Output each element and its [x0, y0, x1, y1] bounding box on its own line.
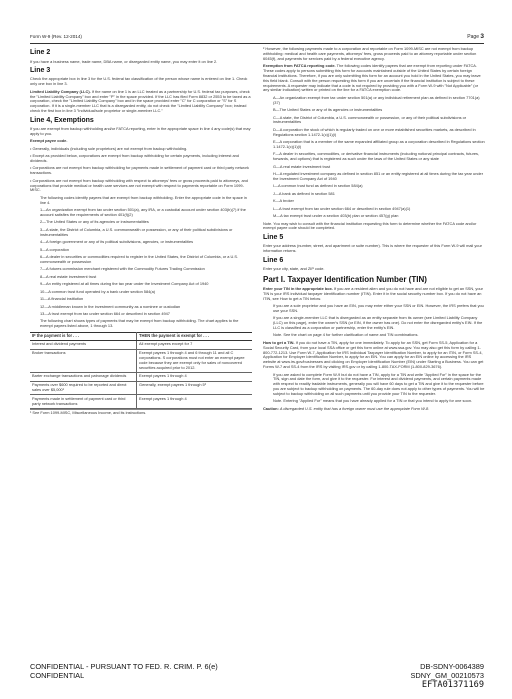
line3-heading: Line 3 [30, 66, 51, 74]
part1-heading: Part I. Taxpayer Identification Number (TIN) [263, 274, 427, 284]
table-row [30, 340, 252, 349]
page-header [30, 34, 484, 42]
exemption-table [30, 332, 252, 409]
form-label: Form W-9 (Rev. 12-2014) [30, 34, 82, 39]
exempt-code: 4—A foreign government or any of its political subdivisions, agencies, or instrumentalities [40, 239, 194, 245]
bates-number-1: DB-SDNY-0064389 [420, 662, 484, 671]
tin-text: If you are a resident alien and you do not have and are not eligible to get an SSN, your TIN is your IRS individual taxpayer identification number (ITIN). Enter it in the social security number box. If you do not have an ITIN, see How to get a TIN below. [263, 285, 483, 301]
exempt-code: 10—A common trust fund operated by a bank under section 584(a) [40, 288, 156, 294]
line3-text: Check the appropriate box in line 3 for the U.S. federal tax classification of the person whose name is entered on line 1. Check only one box in line 3. [30, 76, 248, 87]
line5-heading: Line 5 [263, 233, 284, 241]
howto-lead: How to get a TIN. [263, 339, 295, 345]
fatca-code: L—A trust exempt from tax under section 664 or described in section 4947(a)(1) [273, 205, 411, 211]
exempt-code: 12—A middleman known in the investment community as a nominee or custodian [40, 303, 181, 309]
exemption-cell: All exempt payees except for 7 [137, 340, 252, 349]
exempt-code: 11—A financial institution [40, 296, 84, 302]
bates-number-3: EFTA01371169 [421, 680, 484, 690]
confidential-footer [30, 662, 218, 680]
how-to-get-tin [263, 341, 485, 370]
llc-paragraph [30, 90, 252, 114]
right-column [263, 47, 485, 414]
confidential-line-2: CONFIDENTIAL [30, 671, 85, 680]
fatca-code: C—A state, the District of Columbia, a U.S. commonwealth or possession, or any of their political subdivisions or instrumentalities [273, 114, 467, 125]
fatca-code: D—A corporation the stock of which is regularly traded on one or more established securities markets, as described in Regulations section 1.1472-1(c)(1)(i) [273, 126, 476, 137]
exemption-cell: Exempt payees 1 through 4 [137, 395, 252, 409]
fatca-code: F—A dealer in securities, commodities, or derivative financial instruments (including notional principal contracts, futures, forwards, and options) that is registered as such under the laws of the United States or any state [273, 151, 480, 162]
exempt-code: 9—An entity registered at all times during the tax year under the Investment Company Act of 1940 [40, 281, 209, 287]
bates-number-2: SDNY_GM_00210573 [410, 671, 484, 680]
payment-type-cell: Broker transactions [30, 349, 137, 372]
table-row [30, 372, 252, 381]
page-number: 3 [480, 33, 484, 40]
table-header-cell: IF the payment is for . . . [30, 333, 137, 341]
exempt-code: 7—A futures commission merchant registered with the Commodity Futures Trading Commission [40, 266, 205, 272]
table-header-cell: THEN the payment is exempt for . . . [137, 333, 252, 341]
left-column [30, 47, 252, 418]
chart-note: Note. See the chart on page 4 for further clarification of name and TIN combinations. [273, 332, 419, 338]
exempt-code: 5—A corporation [40, 246, 69, 252]
payment-type-cell: Interest and dividend payments [30, 340, 137, 349]
tin-paragraph [263, 287, 485, 302]
line6-text: Enter your city, state, and ZIP code. [263, 266, 325, 272]
page-label: Page [467, 34, 479, 40]
bullet-item: • Generally, individuals (including sole proprietors) are not exempt from backup withholding. [30, 145, 188, 151]
table-row [30, 381, 252, 395]
bullet-item: • Corporations are not exempt from backup withholding for payments made in settlement of payment card or third party network transactions. [30, 165, 249, 176]
page-indicator [467, 33, 484, 40]
line2-heading: Line 2 [30, 49, 51, 56]
confidential-line-1: CONFIDENTIAL - PURSUANT TO FED. R. CRIM. P. 6(e) [30, 662, 218, 671]
fatca-code: K—A broker [273, 198, 294, 204]
line4-text: If you are exempt from backup withholding and/or FATCA reporting, enter in the appropriate space in line 4 any code(s) that may apply to you. [30, 126, 251, 136]
exempt-code: 8—A real estate investment trust [40, 273, 97, 279]
tin-lead: Enter your TIN in the appropriate box. [263, 285, 333, 291]
howto-text: If you do not have a TIN, apply for one immediately. To apply for an SSN, get Form SS-5, Application for a Social Security Card, from your local SSA office or get this form online at www.ssa.gov. You may also get this form by calling 1-800-772-1213. Use Form W-7, Application for IRS Individual Taxpayer Identification Number, to apply for an ITIN, or Form SS-4, Application for Employer Identification Number, to apply for an EIN. You can apply for an EIN online by accessing the IRS website at www.irs.gov/businesses and clicking on Employer Identification Number (EIN) under Starting a Business. You can get Forms W-7 and SS-4 from the IRS by visiting IRS.gov or by calling 1-800-TAX-FORM (1-800-829-3676). [263, 339, 484, 370]
fatca-code: B—The United States or any of its agencies or instrumentalities [273, 107, 383, 113]
caution-text: A disregarded U.S. entity that has a foreign owner must use the appropriate Form W-8. [279, 405, 430, 411]
payment-type-cell: Payments over $600 required to be reported and direct sales over $5,000¹ [30, 381, 137, 395]
fatca-code: E—A corporation that is a member of the same expanded affiliated group as a corporation described in Regulations section 1.1472-1(c)(1)(i) [273, 139, 485, 149]
table-footnote: ¹ See Form 1099-MISC, Miscellaneous Income, and its instructions. [30, 409, 252, 416]
payment-type-cell: Barter exchange transactions and patronage dividends [30, 372, 137, 381]
bullet-item: • Corporations are not exempt from backup withholding with respect to attorneys' fees or gross proceeds paid to attorneys, and corporations that provide medical or health care services are not exempt with respect to payments reportable on Form 1099-MISC. [30, 177, 248, 193]
fatca-text: The following codes identify payees that are exempt from reporting under FATCA. These codes apply to persons submitting this form for accounts maintained outside of the United States by certain foreign financial institutions. Therefore, if you are only submitting this form for an account you hold in the United States, you may leave this field blank. Consult with the person requesting this form if you are uncertain if the financial institution is subject to these requirements. A requester may indicate that a code is not required by providing you with a Form W-9 with "Not Applicable" (or any similar indication) written or printed on the line for a FATCA exemption code. [263, 63, 481, 93]
caution-paragraph [263, 407, 485, 412]
exemption-cell: Generally, exempt payees 1 through 5² [137, 381, 252, 395]
fatca-code: J—A bank as defined in section 581 [273, 190, 335, 196]
llc-lead: Limited Liability Company (LLC). [30, 88, 91, 94]
fatca-lead: Exemption from FATCA reporting code. [263, 63, 336, 69]
bullet-item: • Except as provided below, corporations are exempt from backup withholding for certain payments, including interest and dividends. [30, 153, 239, 164]
exempt-code: 1—An organization exempt from tax under section 501(a), any IRA, or a custodial account under section 403(b)(7) if the account satisfies the requirements of section 401(f)(2) [40, 207, 246, 217]
exempt-code: 2—The United States or any of its agencies or instrumentalities [40, 219, 149, 225]
exempt-code: 6—A dealer in securities or commodities required to register in the United States, the District of Columbia, or a U.S. commonwealth or possession [40, 254, 239, 264]
applied-for-note: Note. Entering "Applied For" means that you have already applied for a TIN or that you intend to apply for one soon. [273, 398, 473, 404]
fatca-paragraph [263, 64, 485, 93]
exempt-code: 13—A trust exempt from tax under section 664 or described in section 4947 [40, 310, 170, 316]
exempt-code: 3—A state, the District of Columbia, a U.S. commonwealth or possession, or any of their political subdivisions or instrumentalities [40, 226, 233, 237]
llc-text: If the name on line 1 is an LLC treated as a partnership for U.S. federal tax purposes, check the "Limited Liability Company" box and enter "P" in the space provided. If the LLC has filed Form 8832 or 2553 to be taxed as a corporation, check the "Limited Liability Company" box and in the space provided enter "C" for C corporation or "S" for S corporation. If it is a single-member LLC that is a disregarded entity, do not check the "Limited Liability Company" box; instead check the first box in line 3 "Individual/sole proprietor or single-member LLC." [30, 88, 251, 114]
fatca-code: M—A tax exempt trust under a section 403(b) plan or section 457(g) plan [273, 213, 399, 219]
fatca-code: A—An organization exempt from tax under section 501(a) or any individual retirement plan as defined in section 7701(a)(37) [273, 94, 480, 105]
caution-lead: Caution: [263, 405, 279, 411]
codes-intro: The following codes identify payees that are exempt from backup withholding. Enter the appropriate code in the space in line 4. [40, 194, 247, 205]
chart-intro: The following chart shows types of payments that may be exempt from backup withholding. The chart applies to the exempt payees listed above, 1 through 13. [40, 318, 239, 329]
table-row [30, 349, 252, 372]
line4-heading: Line 4, Exemptions [30, 116, 94, 124]
fatca-code: I—A common trust fund as defined in section 584(a) [273, 183, 363, 189]
line2-text: If you have a business name, trade name, DBA name, or disregarded entity name, you may enter it on line 2. [30, 58, 218, 64]
header-rule [30, 43, 484, 44]
bates-stamp [410, 662, 484, 690]
exemption-cell: Exempt payees 1 through 4 and 6 through 11 and all C corporations. S corporations must not enter an exempt payee code because they are exempt only for sales of noncovered securities acquired prior to 2012. [137, 349, 252, 372]
line6-heading: Line 6 [263, 256, 284, 264]
table-row [30, 395, 252, 409]
line5-text: Enter your address (number, street, and apartment or suite number). This is where the requester of this Form W-9 will mail your information returns. [263, 243, 482, 254]
exemption-cell: Exempt payees 1 through 4 [137, 372, 252, 381]
single-member-llc-text: If you are a single-member LLC that is disregarded as an entity separate from its owner (see Limited Liability Company (LLC) on this page), enter the owner's SSN (or EIN, if the owner has one). Do not enter the disregarded entity's EIN. If the LLC is classified as a corporation or partnership, enter the entity's EIN. [273, 315, 483, 331]
sole-proprietor-text: If you are a sole proprietor and you have an EIN, you may enter either your SSN or EIN. However, the IRS prefers that you use your SSN. [273, 303, 484, 313]
payment-type-cell: Payments made in settlement of payment card or third party network transactions [30, 395, 137, 409]
footnote-2: ² However, the following payments made to a corporation and reportable on Form 1099-MISC are not exempt from backup withholding: medical and health care payments, attorneys' fees, gross proceeds paid to an attorney reportable under section 6045(f), and payments for services paid by a federal executive agency. [263, 46, 477, 61]
fatca-note: Note. You may wish to consult with the financial institution requesting this form to determine whether the FATCA code and/or exempt payee code should be completed. [263, 220, 477, 231]
table-header-row [30, 333, 252, 341]
exempt-payee-heading: Exempt payee code. [30, 138, 68, 144]
fatca-code: H—A regulated investment company as defined in section 851 or an entity registered at all times during the tax year under the Investment Company Act of 1940 [273, 171, 483, 181]
fatca-code: G—A real estate investment trust [273, 163, 331, 169]
applied-for-text: If you are asked to complete Form W-9 but do not have a TIN, apply for a TIN and write "Applied For" in the space for the TIN, sign and date the form, and give it to the requester. For interest and dividend payments, and certain payments made with respect to readily tradable instruments, generally you will have 60 days to get a TIN and give it to the requester before you are subject to backup withholding on payments. The 60-day rule does not apply to other types of payments. You will be subject to backup withholding on all such payments until you provide your TIN to the requester. [273, 371, 485, 396]
